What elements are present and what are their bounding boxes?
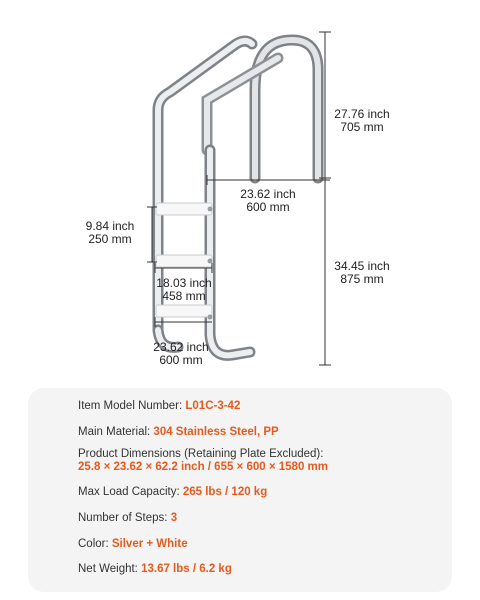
spec-material-value: 304 Stainless Steel, PP: [153, 426, 279, 438]
spec-panel: [28, 388, 452, 592]
step-3: [156, 305, 213, 320]
step-spacing-inch: 9.84 inch: [85, 219, 135, 233]
spec-material-label: Main Material:: [78, 426, 154, 438]
back-handrail-2: [207, 58, 278, 150]
spec-load: [78, 486, 267, 499]
spec-load-label: Max Load Capacity:: [78, 486, 183, 498]
spec-color-label: Color:: [78, 538, 112, 550]
step-width-mm: 458 mm: [162, 289, 206, 303]
step-spacing-mm: 250 mm: [88, 232, 132, 246]
ladder-depth-mm: 875 mm: [340, 272, 384, 286]
spec-dimensions-value: 25.8 × 23.62 × 62.2 inch / 655 × 600 × 1580 mm: [78, 461, 328, 473]
spec-model-label: Item Model Number:: [78, 400, 186, 412]
spec-model: [78, 400, 240, 413]
step-1: [156, 203, 213, 215]
spec-weight: [78, 563, 232, 576]
spec-material: [78, 426, 279, 439]
spec-dimensions: [78, 448, 328, 474]
spec-steps: [78, 512, 177, 525]
spec-weight-label: Net Weight:: [78, 563, 142, 575]
spec-dimensions-label: Product Dimensions (Retaining Plate Excluded):: [78, 448, 324, 460]
spec-weight-value: 13.67 lbs / 6.2 kg: [141, 563, 232, 575]
base-width-inch: 23.62 inch: [153, 340, 209, 354]
handrail-width-inch: 23.62 inch: [240, 187, 296, 201]
spec-load-value: 265 lbs / 120 kg: [182, 486, 268, 498]
base-width-mm: 600 mm: [159, 353, 203, 367]
handrail-height-mm: 705 mm: [340, 120, 384, 134]
front-right-rail: [210, 150, 250, 355]
spec-model-value: L01C-3-42: [185, 400, 241, 412]
handrail-height-inch: 27.76 inch: [334, 107, 390, 121]
spec-steps-value: 3: [170, 512, 178, 524]
handrail-width-mm: 600 mm: [246, 200, 290, 214]
spec-color-value: Silver + White: [111, 538, 188, 550]
ladder-depth-inch: 34.45 inch: [334, 259, 390, 273]
spec-color: [78, 538, 188, 551]
step-width-inch: 18.03 inch: [156, 276, 212, 290]
spec-steps-label: Number of Steps:: [78, 512, 171, 524]
step-2: [156, 255, 213, 267]
